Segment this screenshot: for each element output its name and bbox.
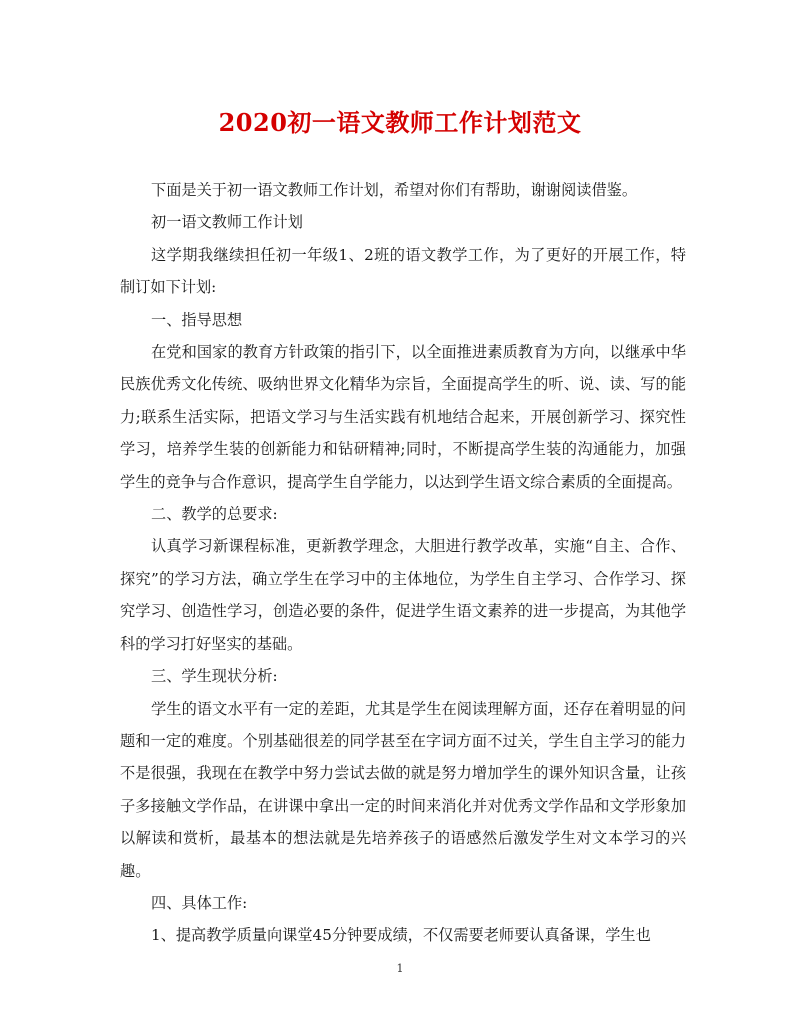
heading-specific-work: 四、具体工作:	[151, 893, 248, 912]
paragraph-guiding-thought: 在党和国家的教育方针政策的指引下，以全面推进素质教育为方向，以继承中华民族优秀文化传统、吸纳世界文化精华为宗旨，全面提高学生的听、说、读、写的能力;联系生活实际，把语文学习与生活实践有机地结合起来，开展创新学习、探究性学习，培养学生装的创新能力和钻研精神;同时，不断提高学生装的沟通能力，加强学生的竞争与合作意识，提高学生自学能力，以达到学生语文综合素质的全面提高。	[120, 343, 686, 491]
paragraph-student-analysis: 学生的语文水平有一定的差距，尤其是学生在阅读理解方面，还存在着明显的问题和一定的难度。个别基础很差的同学甚至在字词方面不过关，学生自主学习的能力不是很强，我现在在教学中努力尝试去做的就是努力增加学生的课外知识含量，让孩子多接触文学作品，在讲课中拿出一定的时间来消化并对优秀文学作品和文学形象加以解读和赏析，最基本的想法就是先培养孩子的语感然后激发学生对文本学习的兴趣。	[120, 699, 686, 880]
paragraph-subtitle: 初一语文教师工作计划	[151, 213, 303, 232]
document-body	[120, 174, 686, 952]
paragraph-opening: 这学期我继续担任初一年级1、2班的语文教学工作，为了更好的开展工作，特制订如下计划:	[120, 245, 686, 297]
heading-general-requirements: 二、教学的总要求:	[151, 505, 278, 524]
paragraph-general-requirements: 认真学习新课程标准，更新教学理念，大胆进行教学改革，实施“自主、合作、探究”的学习方法，确立学生在学习中的主体地位，为学生自主学习、合作学习、探究学习、创造性学习，创造必要的条件，促进学生语文素养的进一步提高，为其他学科的学习打好坚实的基础。	[120, 537, 686, 653]
paragraph-specific-work: 1、提高教学质量向课堂45分钟要成绩，不仅需要老师要认真备课，学生也	[151, 926, 651, 945]
heading-guiding-thought: 一、指导思想	[151, 310, 243, 329]
page-number: 1	[396, 962, 404, 975]
paragraph-intro: 下面是关于初一语文教师工作计划，希望对你们有帮助，谢谢阅读借鉴。	[151, 181, 637, 199]
document-title: 2020初一语文教师工作计划范文	[218, 108, 582, 137]
heading-student-analysis: 三、学生现状分析:	[151, 667, 278, 686]
